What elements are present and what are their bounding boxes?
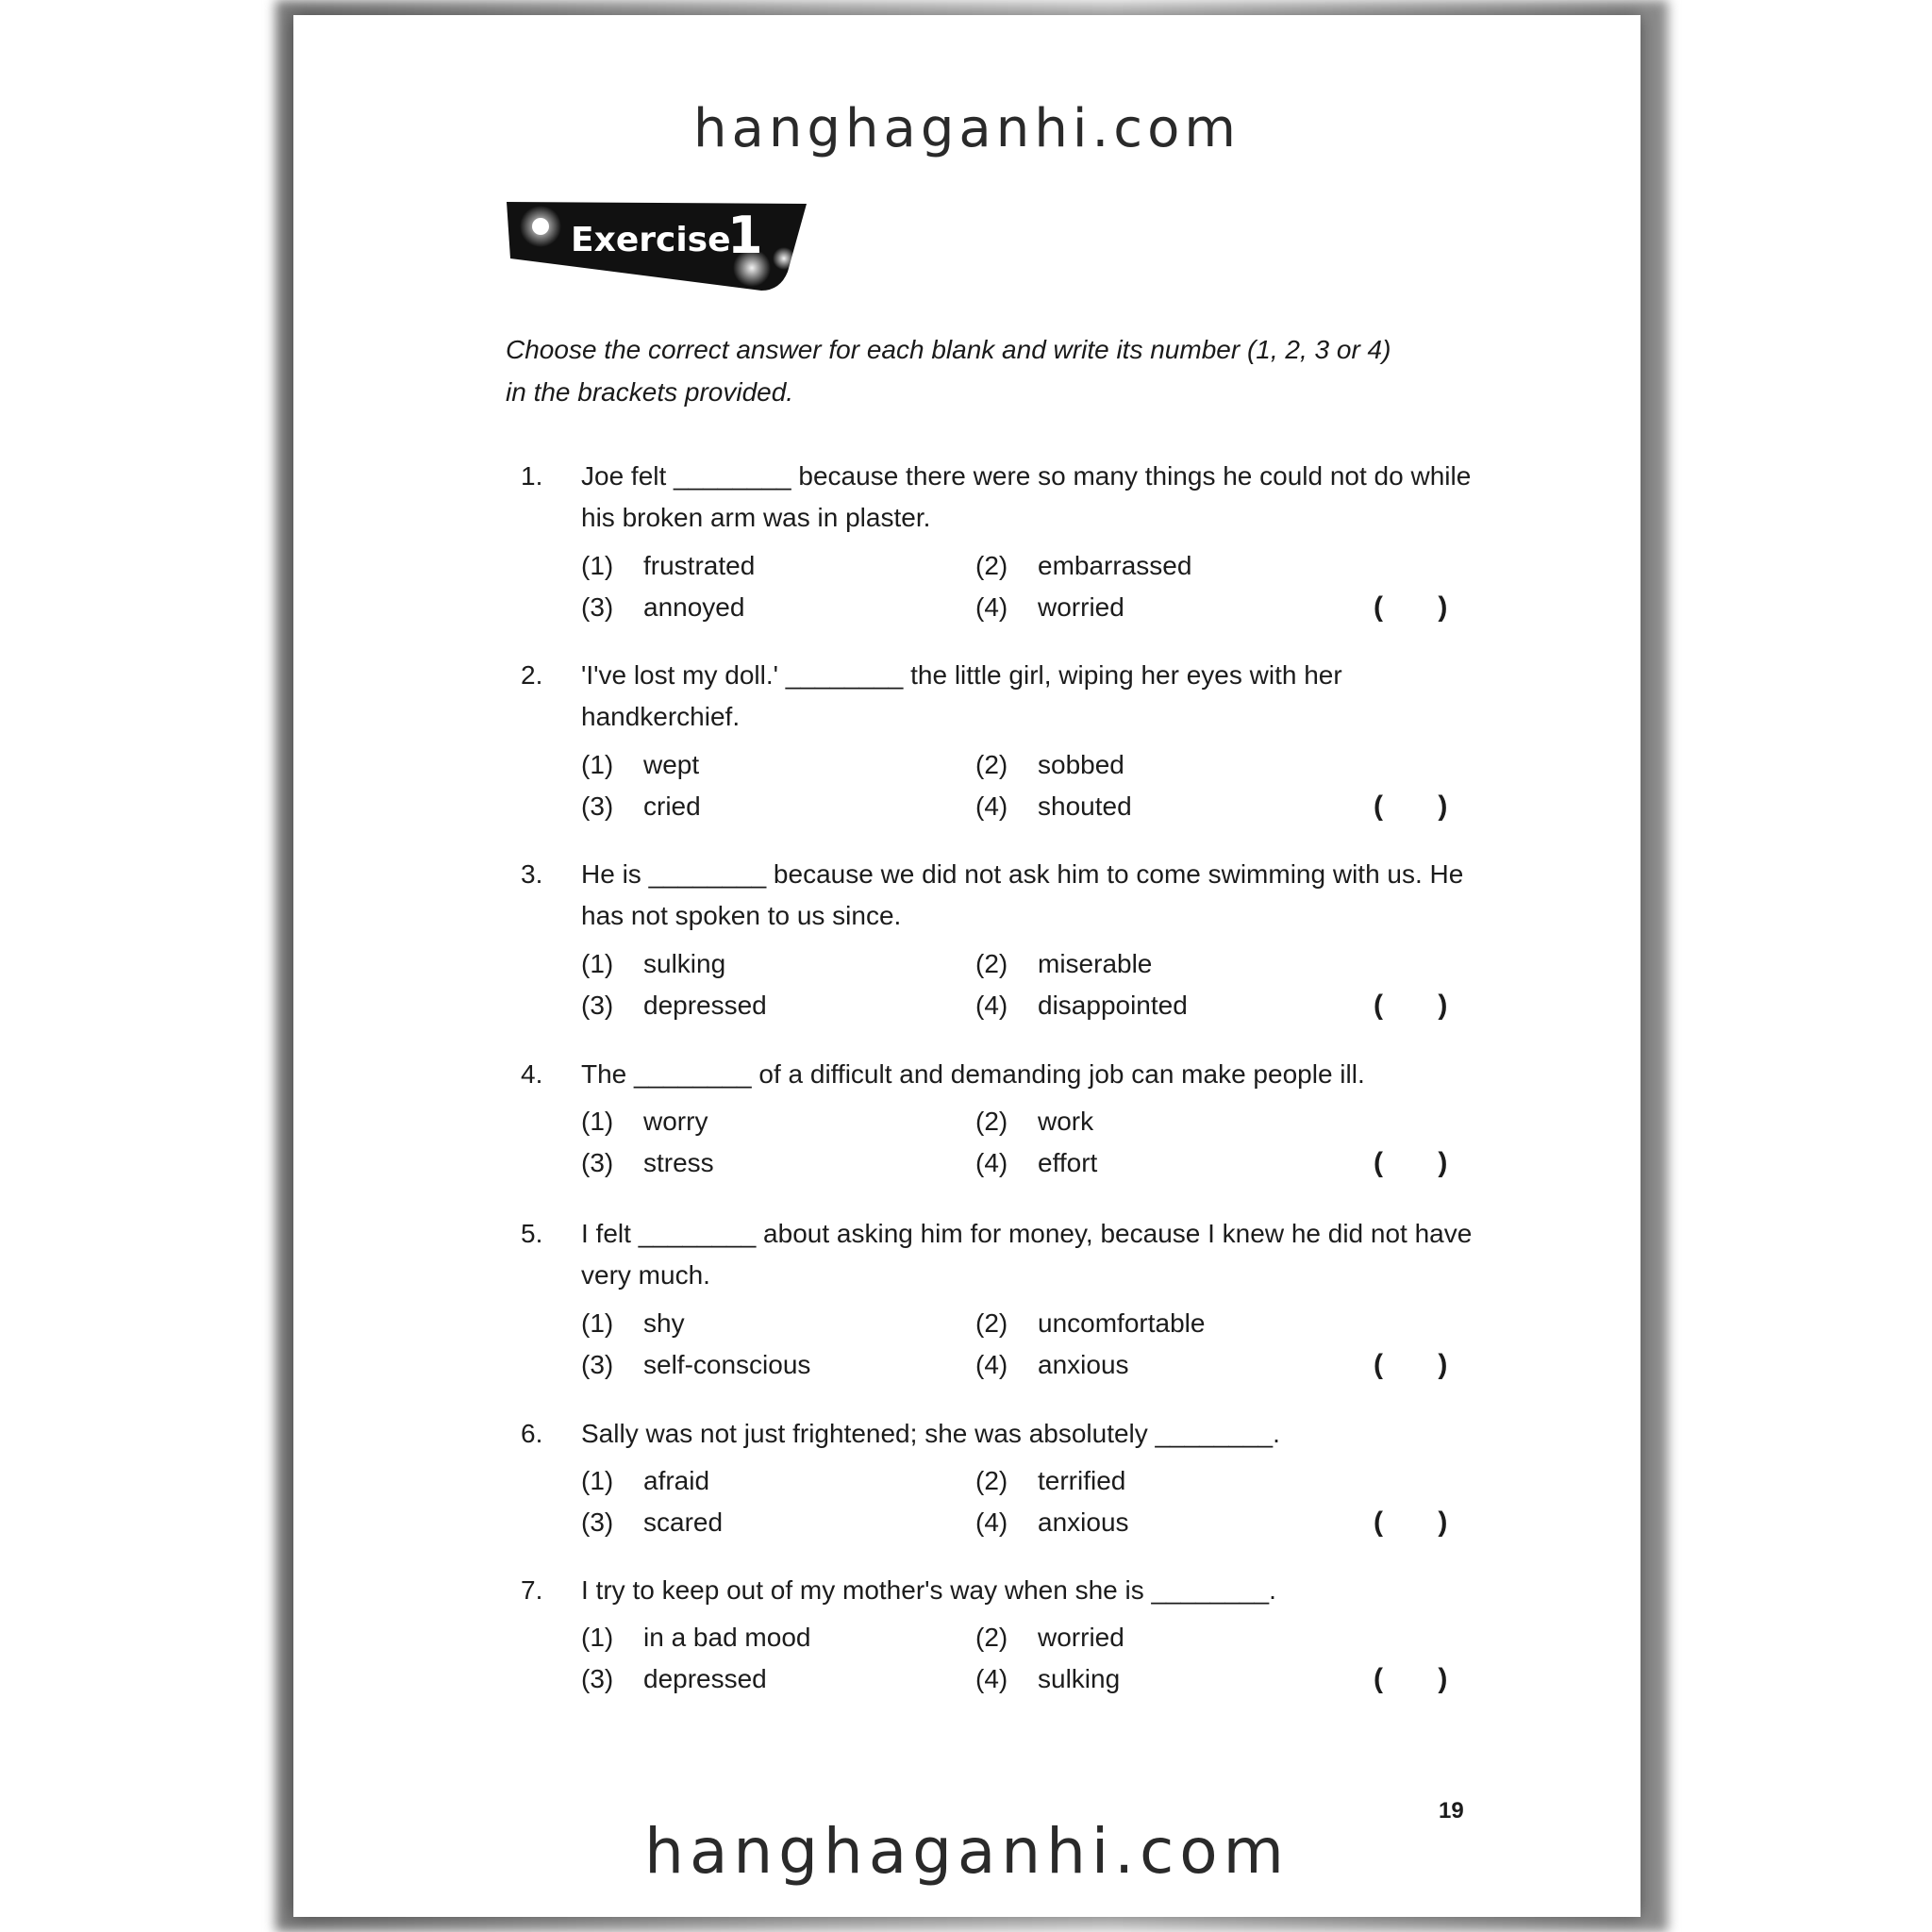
option-1 <box>581 1101 708 1142</box>
answer-bracket[interactable]: ( ) <box>1374 1663 1448 1694</box>
option-4 <box>975 1658 1120 1700</box>
option-number: (4) <box>975 592 1008 622</box>
option-2 <box>975 1617 1124 1658</box>
option-number: (3) <box>581 592 614 622</box>
option-text: frustrated <box>643 551 756 580</box>
option-number: (1) <box>581 1308 614 1338</box>
option-number: (3) <box>581 1507 614 1537</box>
option-number: (1) <box>581 1107 614 1136</box>
option-text: sobbed <box>1038 750 1124 779</box>
option-number: (4) <box>975 1350 1008 1379</box>
option-4 <box>975 1344 1129 1386</box>
option-number: (3) <box>581 991 614 1020</box>
option-number: (4) <box>975 1507 1008 1537</box>
answer-bracket[interactable]: ( ) <box>1374 1147 1448 1178</box>
option-text: afraid <box>643 1466 710 1495</box>
question-number: 7. <box>521 1575 543 1605</box>
option-text: depressed <box>643 1664 767 1693</box>
option-text: sulking <box>643 949 726 978</box>
option-number: (1) <box>581 1623 614 1652</box>
option-text: anxious <box>1038 1350 1129 1379</box>
option-1 <box>581 744 699 786</box>
watermark-bottom: hanghaganhi.com <box>644 1815 1290 1888</box>
option-1 <box>581 545 755 587</box>
option-text: worried <box>1038 1623 1124 1652</box>
exercise-label: Exercise <box>571 221 731 259</box>
option-text: self-conscious <box>643 1350 811 1379</box>
option-text: effort <box>1038 1148 1098 1177</box>
option-3 <box>581 1142 714 1184</box>
option-text: miserable <box>1038 949 1153 978</box>
question-number: 3. <box>521 859 543 889</box>
question-number: 5. <box>521 1219 543 1248</box>
question-text: 'I've lost my doll.' ________ the little girl, wiping her eyes with her handkerchief. <box>581 660 1342 731</box>
option-number: (2) <box>975 1107 1008 1136</box>
option-text: wept <box>643 750 700 779</box>
option-2 <box>975 1101 1093 1142</box>
question-number: 6. <box>521 1419 543 1448</box>
option-number: (3) <box>581 1664 614 1693</box>
option-text: sulking <box>1038 1664 1121 1693</box>
option-text: work <box>1038 1107 1094 1136</box>
option-text: terrified <box>1038 1466 1126 1495</box>
option-3 <box>581 587 744 628</box>
option-number: (3) <box>581 1148 614 1177</box>
option-text: cried <box>643 791 701 821</box>
option-4 <box>975 786 1132 827</box>
question-text: I felt ________ about asking him for money, because I knew he did not have very much. <box>581 1219 1473 1290</box>
option-number: (4) <box>975 791 1008 821</box>
option-text: worry <box>643 1107 708 1136</box>
question-text: Joe felt ________ because there were so many things he could not do while his broken arm was in plaster. <box>581 461 1472 532</box>
option-number: (2) <box>975 750 1008 779</box>
option-1 <box>581 1460 709 1502</box>
option-number: (4) <box>975 1148 1008 1177</box>
answer-bracket[interactable]: ( ) <box>1374 591 1448 623</box>
option-1 <box>581 943 725 985</box>
option-text: anxious <box>1038 1507 1129 1537</box>
option-text: annoyed <box>643 592 745 622</box>
exercise-banner <box>505 185 816 296</box>
question-text: The ________ of a difficult and demanding job can make people ill. <box>581 1059 1365 1089</box>
option-number: (2) <box>975 1466 1008 1495</box>
option-number: (2) <box>975 949 1008 978</box>
option-number: (1) <box>581 1466 614 1495</box>
question-text: He is ________ because we did not ask him to come swimming with us. He has not spoken to us since. <box>581 859 1464 930</box>
option-1 <box>581 1303 685 1344</box>
exercise-number: 1 <box>727 206 763 265</box>
option-text: stress <box>643 1148 714 1177</box>
option-number: (1) <box>581 551 614 580</box>
option-text: shouted <box>1038 791 1132 821</box>
option-number: (2) <box>975 551 1008 580</box>
question-number: 4. <box>521 1059 543 1089</box>
option-text: in a bad mood <box>643 1623 811 1652</box>
answer-bracket[interactable]: ( ) <box>1374 791 1448 822</box>
option-text: shy <box>643 1308 685 1338</box>
option-number: (4) <box>975 1664 1008 1693</box>
option-number: (3) <box>581 1350 614 1379</box>
option-number: (3) <box>581 791 614 821</box>
option-2 <box>975 744 1124 786</box>
answer-bracket[interactable]: ( ) <box>1374 1349 1448 1380</box>
option-text: depressed <box>643 991 767 1020</box>
option-number: (4) <box>975 991 1008 1020</box>
option-number: (2) <box>975 1308 1008 1338</box>
instructions: Choose the correct answer for each blank and write its number (1, 2, 3 or 4) in the brackets provided. <box>506 335 1391 407</box>
option-2 <box>975 1460 1125 1502</box>
option-text: uncomfortable <box>1038 1308 1206 1338</box>
option-number: (2) <box>975 1623 1008 1652</box>
option-4 <box>975 1142 1097 1184</box>
option-4 <box>975 587 1124 628</box>
option-number: (1) <box>581 949 614 978</box>
worksheet-page <box>293 15 1641 1917</box>
answer-bracket[interactable]: ( ) <box>1374 990 1448 1021</box>
option-text: embarrassed <box>1038 551 1192 580</box>
option-3 <box>581 985 767 1026</box>
option-text: disappointed <box>1038 991 1188 1020</box>
option-4 <box>975 1502 1129 1543</box>
option-3 <box>581 1502 723 1543</box>
question-text: I try to keep out of my mother's way when she is ________. <box>581 1575 1276 1605</box>
option-3 <box>581 1658 767 1700</box>
option-1 <box>581 1617 810 1658</box>
option-4 <box>975 985 1188 1026</box>
option-2 <box>975 943 1152 985</box>
question-number: 2. <box>521 660 543 690</box>
watermark-top: hanghaganhi.com <box>692 98 1241 159</box>
question-number: 1. <box>521 461 543 491</box>
page-number: 19 <box>1439 1798 1464 1824</box>
answer-bracket[interactable]: ( ) <box>1374 1507 1448 1538</box>
option-2 <box>975 1303 1205 1344</box>
option-number: (1) <box>581 750 614 779</box>
option-text: worried <box>1038 592 1124 622</box>
option-text: scared <box>643 1507 724 1537</box>
option-3 <box>581 786 701 827</box>
option-3 <box>581 1344 810 1386</box>
option-2 <box>975 545 1191 587</box>
question-text: Sally was not just frightened; she was absolutely ________. <box>581 1419 1280 1448</box>
